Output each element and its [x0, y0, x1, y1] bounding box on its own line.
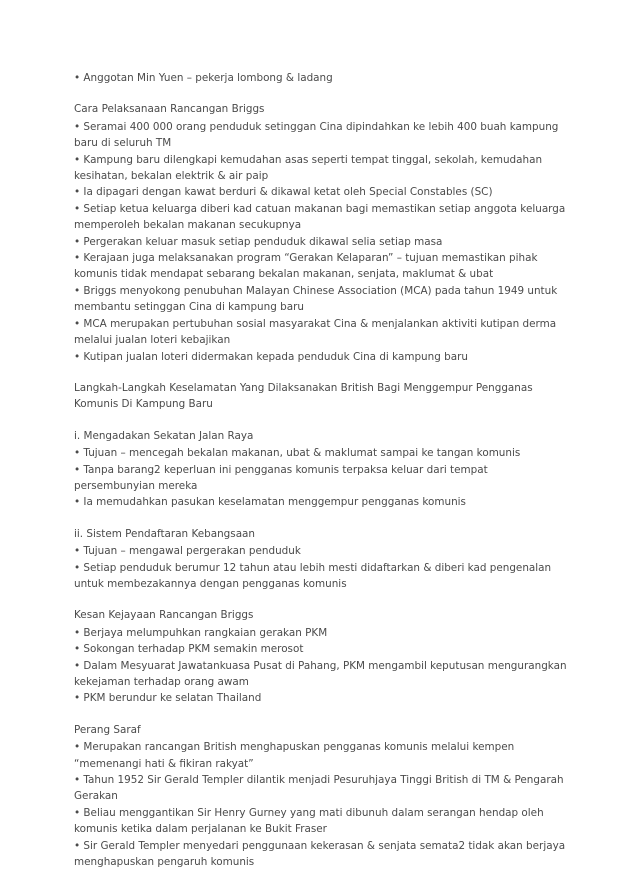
- bullet-item: • Tujuan – mengawal pergerakan penduduk: [74, 545, 301, 558]
- section-heading: Langkah-Langkah Keselamatan Yang Dilaksanakan British Bagi Menggempur Pengganas Komunis Di Kampung Baru: [74, 381, 533, 411]
- section-sistem-pendaftaran: [74, 526, 568, 593]
- bullet-item: • Beliau menggantikan Sir Henry Gurney yang mati dibunuh dalam serangan hendap oleh komunis ketika dalam perjalanan ke Bukit Fraser: [74, 806, 544, 836]
- section-heading: i. Mengadakan Sekatan Jalan Raya: [74, 429, 254, 442]
- section-heading: Kesan Kejayaan Rancangan Briggs: [74, 609, 254, 622]
- bullet-item: • Tanpa barang2 keperluan ini pengganas komunis terpaksa keluar dari tempat persembunyian mereka: [74, 463, 488, 492]
- section-kesan-kejayaan: [74, 607, 568, 706]
- bullet-item: • Anggotan Min Yuen – pekerja lombong & ladang: [74, 72, 333, 84]
- bullet-item: • Sokongan terhadap PKM semakin merosot: [74, 643, 304, 656]
- section-langkah-keselamatan: [74, 380, 568, 413]
- document-page: [74, 70, 568, 885]
- bullet-item: • Tujuan – mencegah bekalan makanan, ubat & maklumat sampai ke tangan komunis: [74, 447, 521, 460]
- bullet-item: • Seramai 400 000 orang penduduk setinggan Cina dipindahkan ke lebih 400 buah kampung baru di seluruh TM: [74, 120, 559, 150]
- bullet-item: • Ia dipagari dengan kawat berduri & dikawal ketat oleh Special Constables (SC): [74, 186, 493, 199]
- bullet-item: • PKM berundur ke selatan Thailand: [74, 692, 262, 705]
- bullet-item: • Kerajaan juga melaksanakan program “Gerakan Kelaparan” – tujuan memastikan pihak komunis tidak mendapat sebarang bekalan makanan, senjata, maklumat & ubat: [74, 252, 538, 281]
- section-cara-pelaksanaan: [74, 101, 568, 365]
- section-heading: ii. Sistem Pendaftaran Kebangsaan: [74, 527, 256, 540]
- bullet-item: • Briggs menyokong penubuhan Malayan Chinese Association (MCA) pada tahun 1949 untuk membantu setinggan Cina di kampung baru: [74, 284, 558, 314]
- bullet-item: • Dalam Mesyuarat Jawatankuasa Pusat di Pahang, PKM mengambil keputusan mengurangkan kekejaman terhadap orang awam: [74, 659, 567, 688]
- bullet-item: • Sir Gerald Templer menyedari penggunaan kekerasan & senjata semata2 tidak akan berjaya menghapuskan pengaruh komunis: [74, 839, 566, 869]
- bullet-item: • Pergerakan keluar masuk setiap penduduk dikawal selia setiap masa: [74, 235, 443, 248]
- section-sekatan-jalan-raya: [74, 428, 568, 511]
- bullet-item: • MCA merupakan pertubuhan sosial masyarakat Cina & menjalankan aktiviti kutipan derma melalui jualan loteri kebajikan: [74, 317, 557, 347]
- bullet-item: • Ia memudahkan pasukan keselamatan menggempur pengganas komunis: [74, 496, 466, 509]
- bullet-item: • Tahun 1952 Sir Gerald Templer dilantik menjadi Pesuruhjaya Tinggi British di TM & Pengarah Gerakan: [74, 774, 564, 803]
- bullet-item: • Setiap ketua keluarga diberi kad catuan makanan bagi memastikan setiap anggota keluarga memperoleh bekalan makanan secukupnya: [74, 202, 566, 232]
- bullet-item: • Kampung baru dilengkapi kemudahan asas seperti tempat tinggal, sekolah, kemudahan kesihatan, bekalan elektrik & air paip: [74, 153, 543, 183]
- section-perang-saraf: [74, 722, 568, 871]
- bullet-item: • Berjaya melumpuhkan rangkaian gerakan PKM: [74, 626, 328, 639]
- bullet-item: • Kutipan jualan loteri didermakan kepada penduduk Cina di kampung baru: [74, 350, 468, 363]
- section-heading: Cara Pelaksanaan Rancangan Briggs: [74, 103, 265, 116]
- bullet-item: • Setiap penduduk berumur 12 tahun atau lebih mesti didaftarkan & diberi kad pengenalan untuk membezakannya dengan pengganas komunis: [74, 561, 552, 590]
- section-min-yuen: [74, 70, 568, 86]
- bullet-item: • Merupakan rancangan British menghapuskan pengganas komunis melalui kempen “memenangi hati & fikiran rakyat”: [74, 741, 515, 770]
- section-heading: Perang Saraf: [74, 723, 141, 736]
